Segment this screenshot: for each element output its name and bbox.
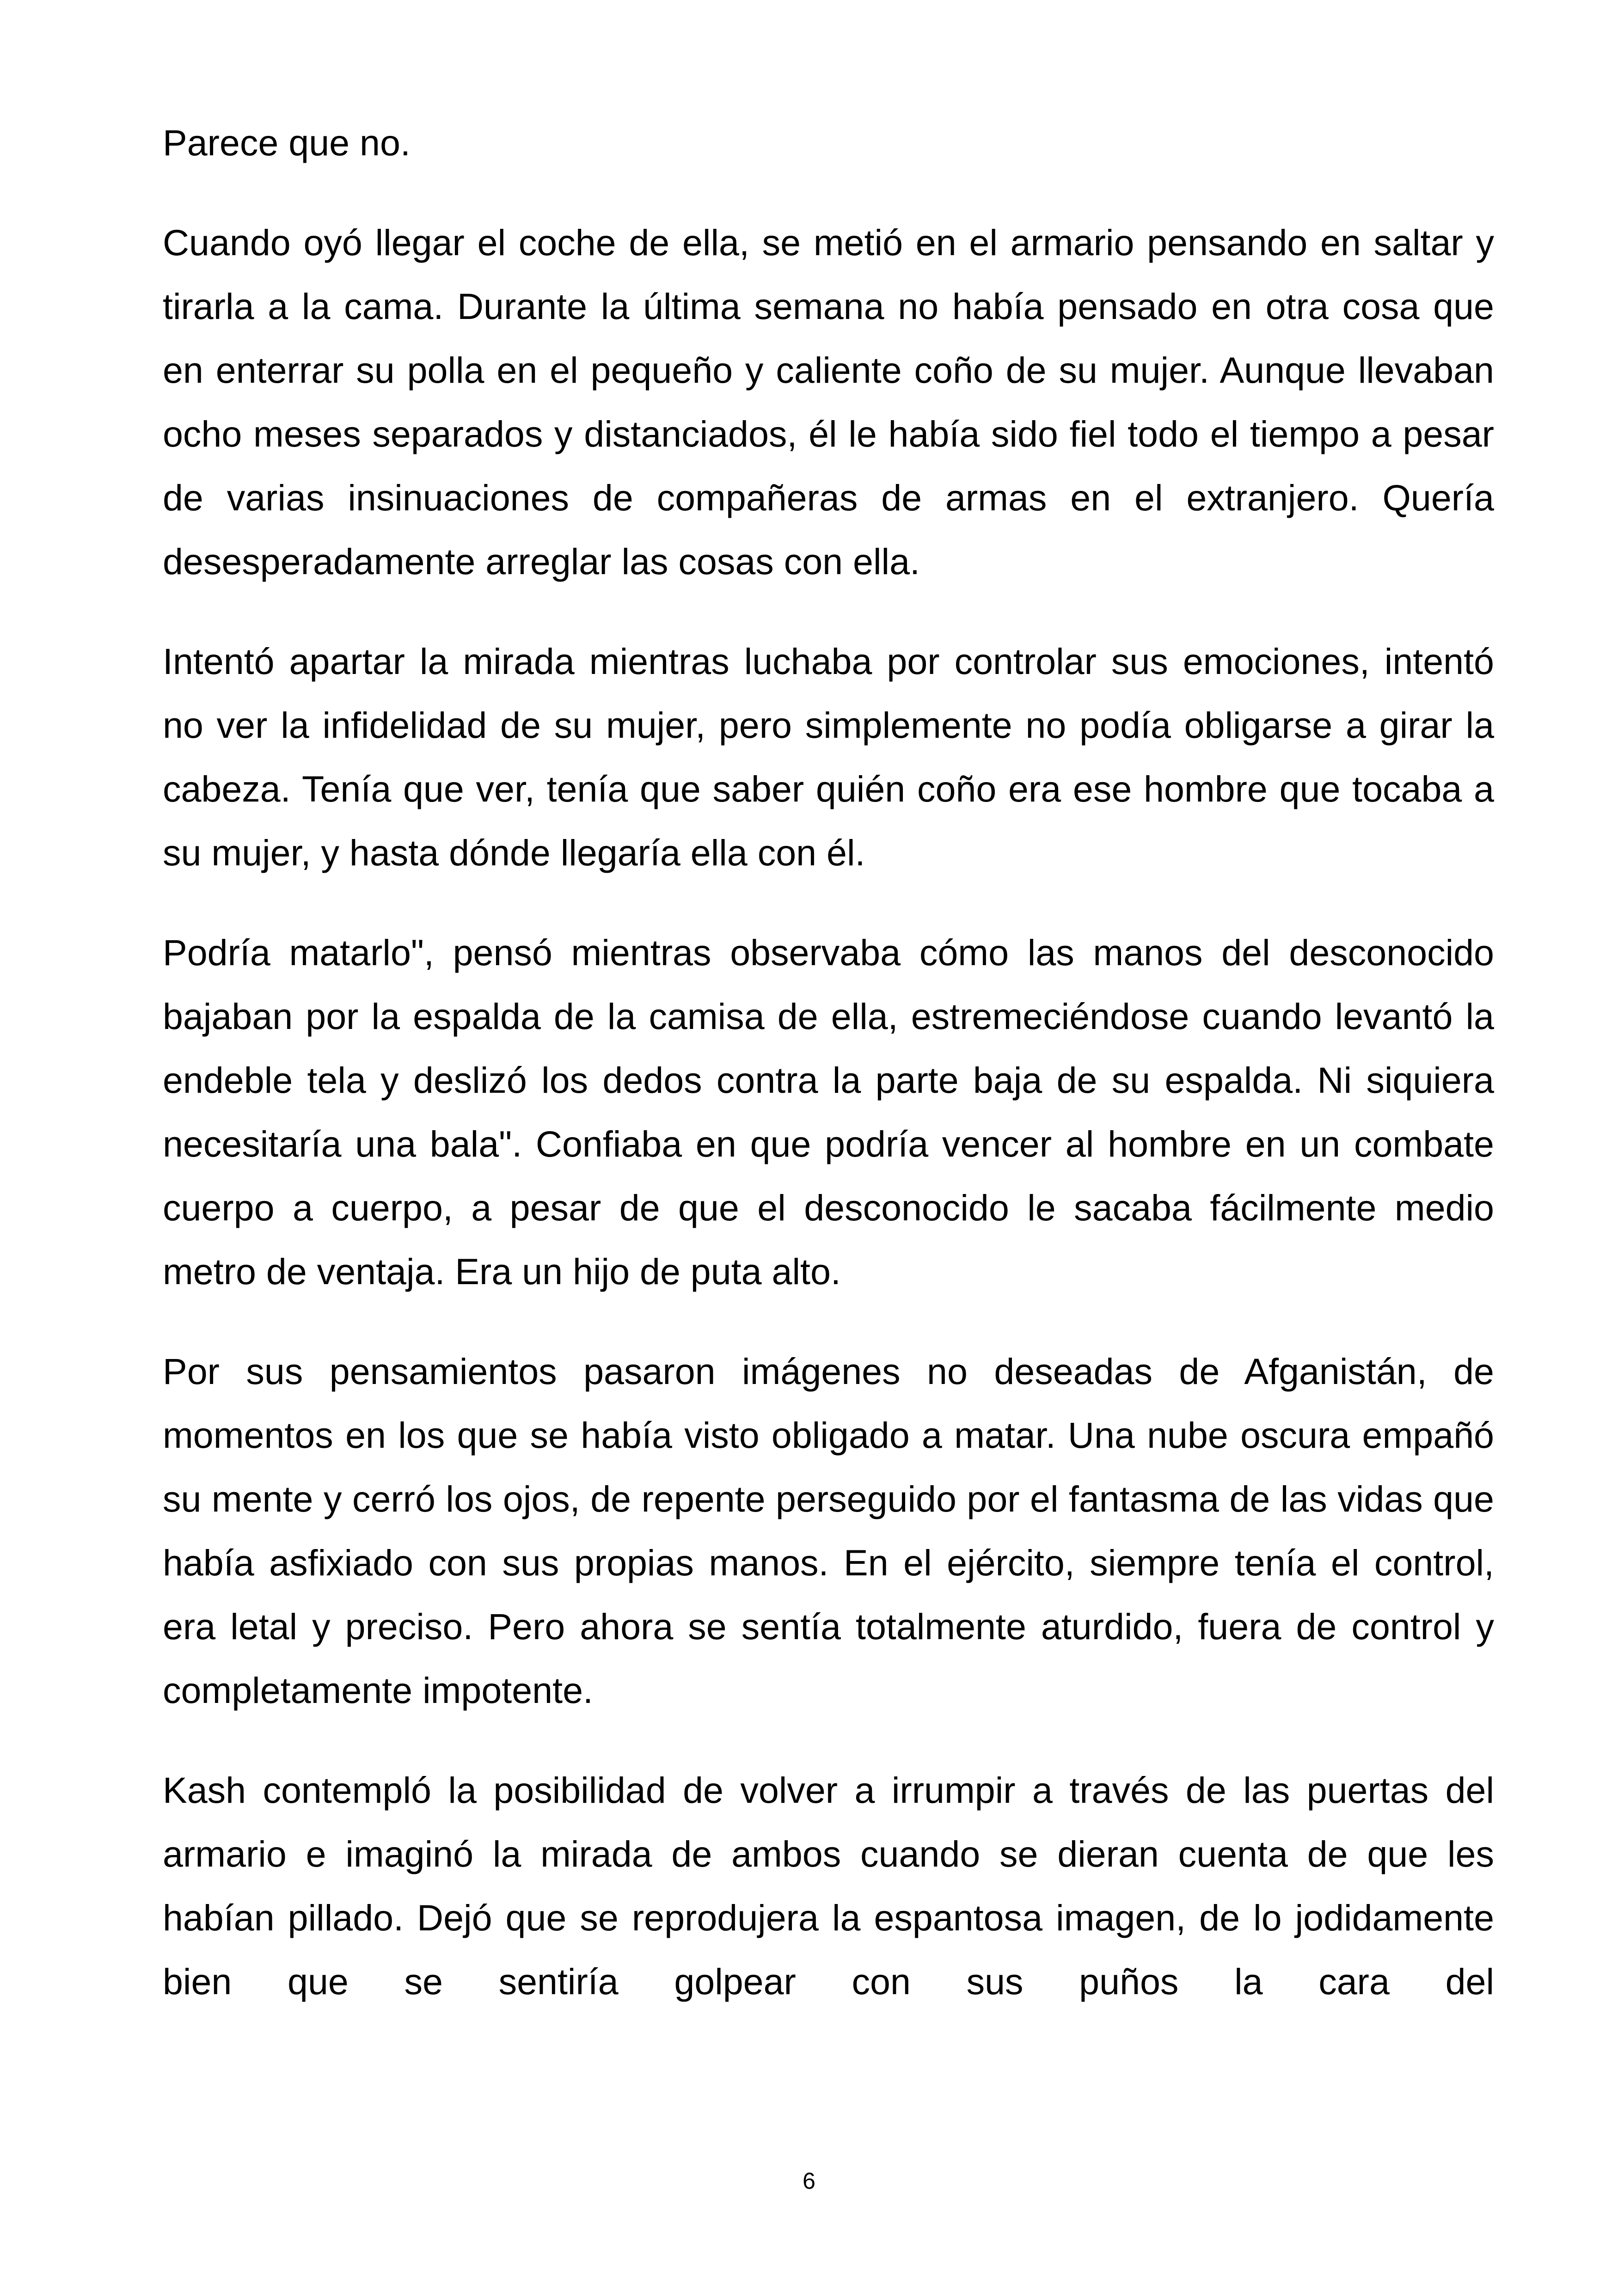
- page-body: [163, 111, 1494, 2014]
- page-number: 6: [803, 2168, 815, 2194]
- paragraph-6: Kash contempló la posibilidad de volver a irrumpir a través de las puertas del armario e imaginó la mirada de ambos cuando se dieran cuenta de que les habían pillado. Dejó que se reprodujera la espantosa imagen, de lo jodidamente bien que se sentiría golpear con sus puños la cara del: [163, 1769, 1494, 2002]
- paragraph-1: Parece que no.: [163, 122, 411, 163]
- paragraph-2: Cuando oyó llegar el coche de ella, se metió en el armario pensando en saltar y tirarla a la cama. Durante la última semana no había pensado en otra cosa que en enterrar su polla en el pequeño y caliente coño de su mujer. Aunque llevaban ocho meses separados y distanciados, él le había sido fiel todo el tiempo a pesar de varias insinuaciones de compañeras de armas en el extranjero. Quería desesperadamente arreglar las cosas con ella.: [163, 222, 1494, 582]
- paragraph-4: Podría matarlo", pensó mientras observaba cómo las manos del desconocido bajaban por la espalda de la camisa de ella, estremeciéndose cuando levantó la endeble tela y deslizó los dedos contra la parte baja de su espalda. Ni siquiera necesitaría una bala". Confiaba en que podría vencer al hombre en un combate cuerpo a cuerpo, a pesar de que el desconocido le sacaba fácilmente medio metro de ventaja. Era un hijo de puta alto.: [163, 932, 1494, 1292]
- paragraph-5: Por sus pensamientos pasaron imágenes no deseadas de Afganistán, de momentos en los que se había visto obligado a matar. Una nube oscura empañó su mente y cerró los ojos, de repente perseguido por el fantasma de las vidas que había asfixiado con sus propias manos. En el ejército, siempre tenía el control, era letal y preciso. Pero ahora se sentía totalmente aturdido, fuera de control y completamente impotente.: [163, 1351, 1494, 1711]
- paragraph-3: Intentó apartar la mirada mientras luchaba por controlar sus emociones, intentó no ver la infidelidad de su mujer, pero simplemente no podía obligarse a girar la cabeza. Tenía que ver, tenía que saber quién coño era ese hombre que tocaba a su mujer, y hasta dónde llegaría ella con él.: [163, 641, 1494, 873]
